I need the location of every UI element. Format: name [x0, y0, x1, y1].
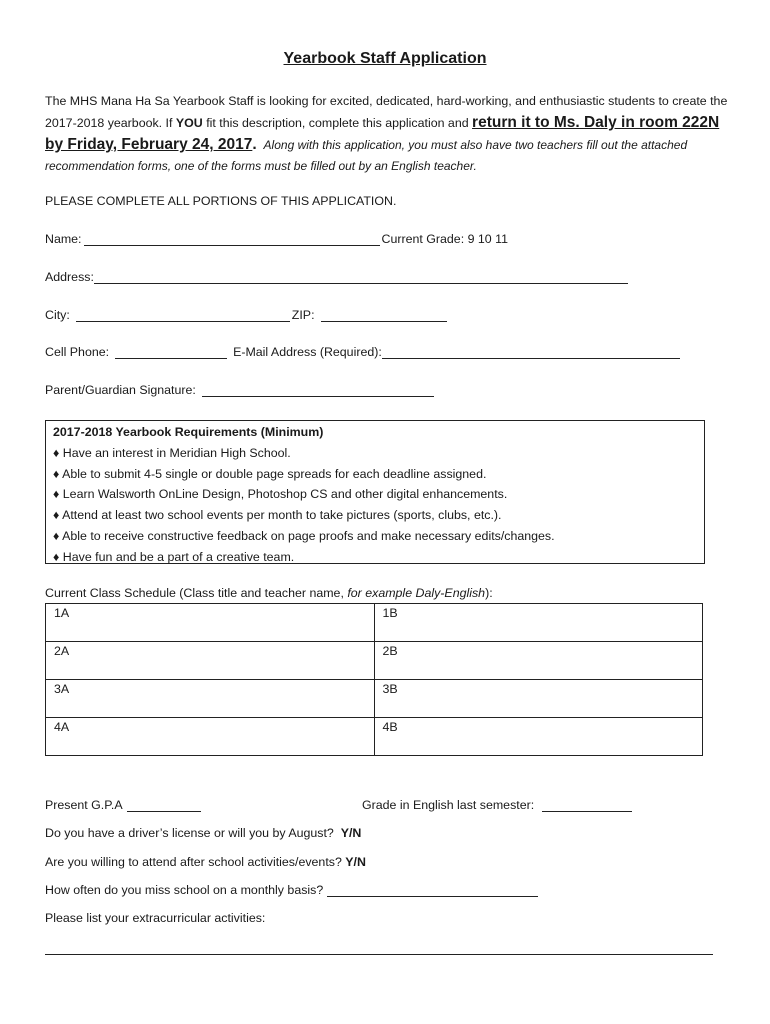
miss-school-label: How often do you miss school on a monthly basis? — [45, 883, 324, 897]
schedule-caption-start: Current Class Schedule (Class title and teacher name, — [45, 586, 348, 600]
after-school-question-label: Are you willing to attend after school activities/events? — [45, 855, 342, 869]
diamond-bullet-icon: ♦ — [53, 528, 60, 543]
schedule-table — [45, 603, 703, 756]
intro-recommendation-note: Along with this application, you must also have two teachers fill out the attached recommendation forms, one of the forms must be filled out by an English teacher. — [45, 138, 688, 173]
signature-row — [45, 383, 436, 397]
requirement-item — [53, 526, 697, 547]
contact-row — [45, 345, 682, 359]
schedule-cell[interactable]: 1B — [374, 604, 703, 642]
signature-label: Parent/Guardian Signature: — [45, 383, 196, 397]
cell-phone-field[interactable] — [115, 345, 227, 359]
diamond-bullet-icon: ♦ — [53, 487, 60, 502]
requirement-text: Learn Walsworth OnLine Design, Photoshop CS and other digital enhancements. — [62, 487, 508, 502]
grade-label[interactable]: Current Grade: 9 10 11 — [381, 232, 509, 246]
license-question-label: Do you have a driver’s license or will you by August? — [45, 826, 334, 840]
license-answer[interactable]: Y/N — [340, 826, 362, 840]
gpa-field[interactable] — [127, 798, 201, 812]
table-row — [46, 604, 703, 642]
intro-period: . — [252, 136, 257, 153]
city-field[interactable] — [76, 308, 290, 322]
page-title: Yearbook Staff Application — [283, 50, 487, 67]
email-field[interactable] — [382, 345, 680, 359]
extracurricular-field[interactable] — [45, 941, 713, 955]
requirement-item — [53, 505, 697, 526]
diamond-bullet-icon: ♦ — [53, 549, 60, 564]
requirement-text: Able to submit 4-5 single or double page spreads for each deadline assigned. — [62, 466, 487, 481]
requirement-item — [53, 464, 697, 485]
table-row — [46, 680, 703, 718]
schedule-cell[interactable]: 2A — [46, 642, 375, 680]
requirement-text: Able to receive constructive feedback on page proofs and make necessary edits/changes. — [62, 528, 555, 543]
requirements-title: 2017-2018 Yearbook Requirements (Minimum) — [53, 425, 324, 439]
schedule-cell[interactable]: 3B — [374, 680, 703, 718]
diamond-bullet-icon: ♦ — [53, 445, 60, 460]
email-label: E-Mail Address (Required): — [233, 345, 382, 359]
signature-field[interactable] — [202, 383, 434, 397]
intro-you: YOU — [175, 116, 203, 130]
gpa-row — [45, 798, 203, 812]
english-grade-field[interactable] — [542, 798, 632, 812]
english-grade-row — [362, 798, 634, 812]
table-row — [46, 642, 703, 680]
zip-label: ZIP: — [291, 308, 315, 322]
name-label: Name: — [45, 232, 82, 246]
schedule-caption — [45, 586, 493, 600]
after-school-answer[interactable]: Y/N — [345, 855, 366, 869]
instruction-text: PLEASE COMPLETE ALL PORTIONS OF THIS APPLICATION. — [45, 194, 397, 208]
name-field[interactable] — [84, 232, 380, 246]
address-label: Address: — [45, 270, 94, 284]
city-zip-row — [45, 308, 449, 322]
requirements-box — [45, 420, 705, 564]
extracurricular-label: Please list your extracurricular activities: — [45, 911, 266, 925]
name-row — [45, 232, 508, 246]
table-row — [46, 718, 703, 756]
city-label: City: — [45, 308, 70, 322]
gpa-label: Present G.P.A — [45, 798, 123, 812]
intro-paragraph — [45, 91, 730, 177]
requirement-item — [53, 547, 697, 568]
english-grade-label: Grade in English last semester: — [362, 798, 535, 812]
schedule-cell[interactable]: 3A — [46, 680, 375, 718]
intro-deadline: return it to Ms. Daly in room 222N by Friday, February 24, 2017 — [45, 114, 720, 153]
schedule-cell[interactable]: 4B — [374, 718, 703, 756]
diamond-bullet-icon: ♦ — [53, 508, 60, 523]
diamond-bullet-icon: ♦ — [53, 466, 60, 481]
requirement-text: Attend at least two school events per month to take pictures (sports, clubs, etc.). — [62, 508, 502, 523]
license-question — [45, 826, 361, 840]
schedule-caption-example: for example Daly-English — [347, 586, 486, 600]
requirement-item — [53, 443, 697, 464]
schedule-cell[interactable]: 1A — [46, 604, 375, 642]
cell-phone-label: Cell Phone: — [45, 345, 110, 359]
requirement-text: Have an interest in Meridian High School. — [62, 445, 291, 460]
miss-school-field[interactable] — [327, 883, 538, 897]
requirement-item — [53, 484, 697, 505]
address-field[interactable] — [94, 270, 628, 284]
intro-text-2: fit this description, complete this application and — [202, 116, 473, 130]
miss-school-question — [45, 883, 540, 897]
zip-field[interactable] — [321, 308, 447, 322]
schedule-cell[interactable]: 2B — [374, 642, 703, 680]
schedule-caption-end: ): — [485, 586, 493, 600]
schedule-cell[interactable]: 4A — [46, 718, 375, 756]
intro-text-1: The MHS Mana Ha Sa Yearbook Staff is looking for excited, dedicated, hard-working, and enthusiastic students to create the 2017-2018 yearbook. If — [45, 94, 728, 130]
after-school-question — [45, 855, 366, 869]
address-row — [45, 270, 630, 284]
requirement-text: Have fun and be a part of a creative team. — [62, 549, 295, 564]
